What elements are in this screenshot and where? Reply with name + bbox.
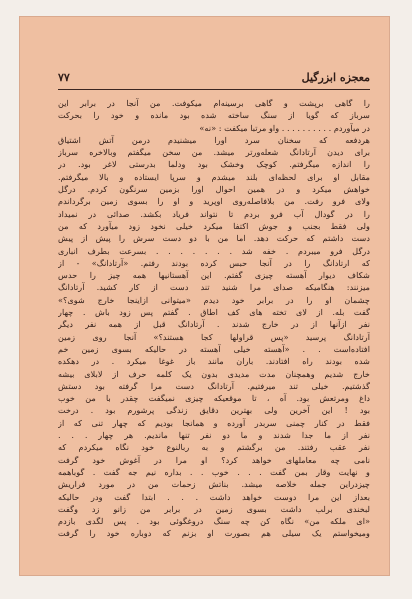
text-line: را اندازه میگرفتم. کوچک وخشک بود ودلما بدرستی لاغر بود. در [58,159,370,170]
text-line: داغ ومرتعش بود. آه ، تا موقعیکه چیزی نمیگفت چقدر با من خوب [58,393,370,404]
text-line: میزنند: هنگامیکه صدای مرا شنید تند دست از کار کشید. آرتادانگ [58,282,370,293]
text-line: گذشتیم. خیلی تند میرفتیم. آرتادانگ دست مرا گرفته بود دستش [58,380,370,391]
text-line: چیزدراین جمله خلاصه میشد. بناتش زحمات من در مورد فراریش [58,479,370,490]
text-line: آرتادانگ پرسید «پس قراولها کجا هستند؟» آنجا روی زمین [58,331,370,342]
text-line: خواهش میکرد و در همین احوال اورا بزمین سرنگون کردم. درگل [58,184,370,195]
text-line: ومیخواستم یک سیلی هم بصورت او بزنم که دوباره خود را گرفت [58,528,370,539]
page-header [58,67,370,87]
text-line: درگل فرو میبردم . خفه شد . . . . . . . بسرعت بطرف انباری [58,245,370,256]
text-line: را در گودال آب فرو بردم تا نتواند فریاد بکشد. صدائی در نمیداد [58,208,370,219]
text-line: فقط در کنار چمنی سربدر آورده و همانجا بودیم که چهار تنی که از [58,417,370,428]
text-line: شده بودند راه افتادند. باران مانند باز غوغا میکرد . در دهکده [58,356,370,367]
text-line: برای دیدن آرتادانگ شعله‌ورتر میشد. من سخن میگفتم وبالاخره سرباز [58,147,370,158]
page-number: ۷۷ [58,70,70,84]
text-line: چشمان او را در برابر خود دیدم «میتوانی ازاینجا خارج شوی؟» [58,294,370,305]
text-line: و نهایت وقار بمن گفت . . . خوب . . بداره نیم جه گفت . گوباهمه [58,466,370,477]
text-line: «ای ملکه من» نگاه کن چه سنگ دروغگوئی بود . پس لگدی بازدم [58,516,370,527]
paper-background [19,16,390,576]
text-line: سرباز که گویا از سنگ ساخته شده بود مانده و خود را بحرکت [58,110,370,121]
text-line: گفت بله. از لای تخته های کف اطاق . گفتم پس زود باش . چهار [58,307,370,318]
text-line: نفر ازآنها از در خارج شدند . آرتادانگ قبل از همه نفر دیگر [58,319,370,330]
text-line: که ارتادانگ را در آنجا حبس کرده بودند رفتم. «آرتادانگ» - از [58,257,370,268]
text-line: ولی فقط بجنب و جوش اکتفا میکرد خیلی نخود زود میآورد که من [58,220,370,231]
text-line: افتاده‌است . . «آهسته خیلی آهسته در حالیکه بسوی زمین خم [58,343,370,354]
text-line: هردفعه که سخنان سرد اورا میشنیدم درمن آتش اشتیاق [58,134,370,145]
text-line: را گاهی برپشت و گاهی برسینه‌ام میکوفت. من آنجا در برابر این [58,98,370,108]
text-line: نفر از ما جدا شدند و ما دو نفر تنها ماندیم. هر چهار . . . [58,430,370,441]
text-line: بود ! این آخرین ولی بهترین دقایق زندگی پرشورم بود . درخت [58,405,370,416]
text-line: بعداز این مرا دوست خواهد داشت . . . ابتدا گفت ودر حالیکه [58,491,370,502]
text-line: دست داشتم که حرکت دهد. اما من با دو دست سرش را پیش از پیش [58,233,370,244]
text-line: نفر عقب رفتند. من برگشتم و به ربالنوع خود نگاه میکردم که [58,442,370,453]
text-line: مقابل او برای لحظه‌ای بلند میشدم و سرپا ایستاده و بالا میگرفتم. [58,171,370,182]
body-text [58,97,370,540]
running-title: معجزه ابزرگیل [301,70,370,84]
text-line: شکاف دیوار آهسته چیزی گفتم. این آهستانیها همه چیز را حدس [58,270,370,281]
text-line: ولای فرو رفت. من بلافاصله‌روی اوپرید و او را بسوی زمین برگرداندم [58,196,370,207]
book-page [58,67,370,588]
header-rule [58,89,370,90]
text-line: در میآوردم . . . . . . . . . . واو مرتبا میکفت : «نه» [199,122,370,133]
text-line: خارج شدیم وهمچنان مدت مدیدی بدون یک کلمه حرف از لابلای بیشه [58,368,370,379]
text-line: لبخندی برلب داشت بسوی زمین در برابر من زانو زد وگفت [58,503,370,514]
text-line: نامی چه معاملهای خواهد کرد؟ او مرا در آغوش خود گرفت [58,454,370,465]
